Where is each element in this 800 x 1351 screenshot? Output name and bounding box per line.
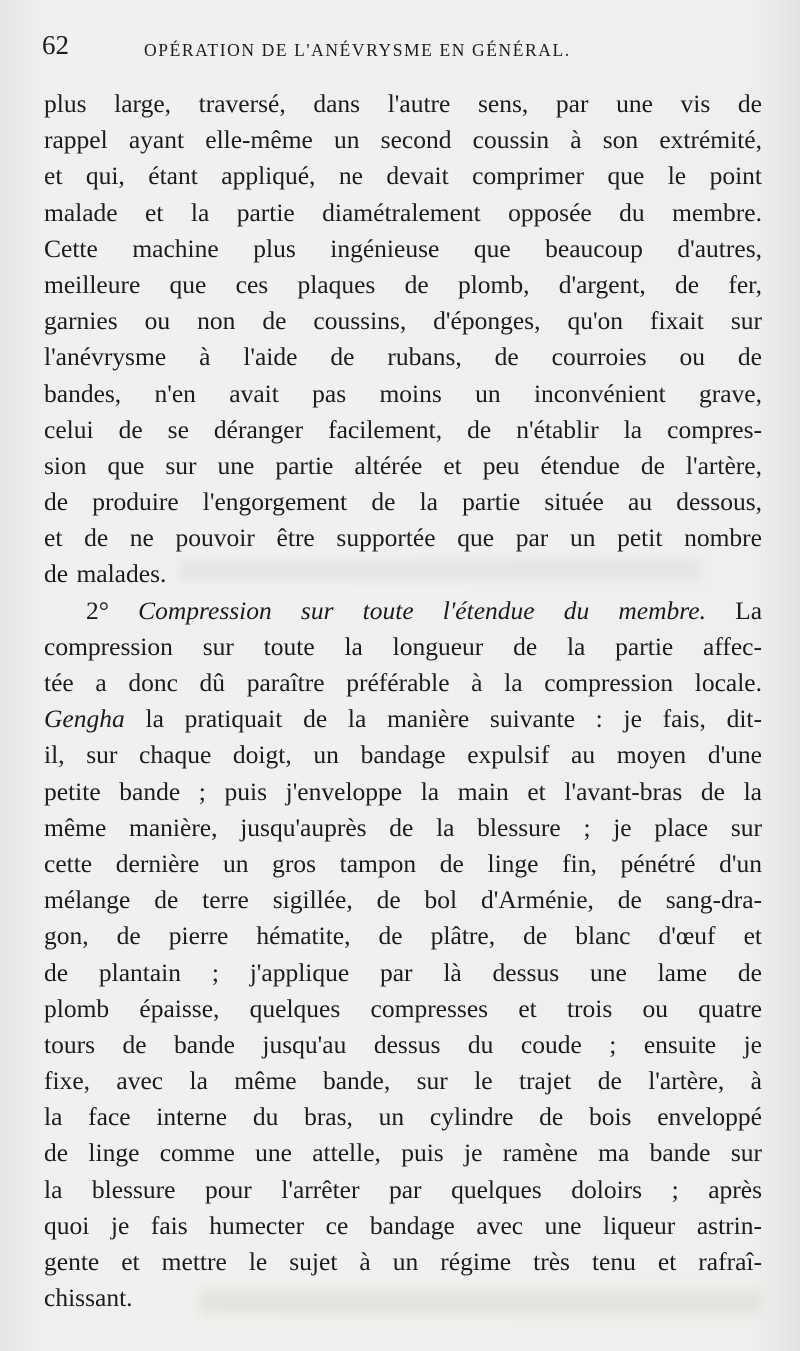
page-header: [42, 28, 760, 68]
author-name: Gengha: [44, 704, 125, 734]
text-line: la blessure pour l'arrêter par quelques doloirs ; après: [44, 1174, 762, 1204]
text-line: gente et mettre le sujet à un régime très tenu et rafraî-: [44, 1247, 762, 1276]
text-line: celui de se déranger facilement, de n'établir la compres-: [44, 414, 762, 444]
text-line: il, sur chaque doigt, un bandage expulsif au moyen d'une: [44, 740, 762, 770]
section-heading: Compression sur toute l'étendue du membre.: [138, 595, 706, 625]
text-line: de produire l'engorgement de la partie située au dessous,: [44, 487, 762, 517]
text-line: plomb épaisse, quelques compresses et trois ou quatre: [44, 993, 762, 1023]
text-line: l'anévrysme à l'aide de rubans, de courroies ou de: [44, 342, 762, 372]
page-number: 62: [42, 30, 69, 60]
text-line: rappel ayant elle-même un second coussin à son extrémité,: [44, 125, 762, 155]
text-line: de plantain ; j'applique par là dessus une lame de: [44, 957, 762, 987]
section-heading-tail: La: [735, 595, 763, 625]
text-line: bandes, n'en avait pas moins un inconvénient grave,: [44, 378, 762, 408]
text-line: fixe, avec la même bande, sur le trajet de l'artère, à: [44, 1066, 762, 1096]
text-line: chissant.: [44, 1283, 133, 1313]
text-line: meilleure que ces plaques de plomb, d'argent, de fer,: [44, 269, 762, 299]
text-line: mélange de terre sigillée, de bol d'Arménie, de sang-dra-: [44, 885, 762, 915]
text-line: tours de bande jusqu'au dessus du coude ; ensuite je: [44, 1029, 762, 1059]
text-line: gon, de pierre hématite, de plâtre, de blanc d'œuf et: [44, 921, 762, 951]
text-line: la face interne du bras, un cylindre de bois enveloppé: [44, 1102, 762, 1132]
gengha-line: [44, 701, 762, 737]
text-line: de malades.: [44, 559, 167, 589]
text-line: et de ne pouvoir être supportée que par un petit nombre: [44, 523, 762, 553]
text-line: garnies ou non de coussins, d'éponges, qu'on fixait sur: [44, 306, 762, 336]
body-text: [44, 86, 762, 1316]
text-line: cette dernière un gros tampon de linge fin, pénétré d'un: [44, 848, 762, 878]
text-line: plus large, traversé, dans l'autre sens, par une vis de: [44, 89, 762, 118]
text-line: même manière, jusqu'auprès de la blessure ; je place sur: [44, 812, 762, 842]
text-line: malade et la partie diamétralement opposée du membre.: [44, 197, 762, 227]
text-line: quoi je fais humecter ce bandage avec une liqueur astrin-: [44, 1210, 762, 1240]
gengha-line-tail: la pratiquait de la manière suivante : je fais, dit-: [145, 704, 762, 734]
text-line: de linge comme une attelle, puis je ramène ma bande sur: [44, 1138, 762, 1168]
text-line: petite bande ; puis j'enveloppe la main et l'avant-bras de la: [44, 776, 762, 806]
text-line: compression sur toute la longueur de la partie affec-: [44, 631, 762, 661]
running-title: OPÉRATION DE L'ANÉVRYSME EN GÉNÉRAL.: [144, 40, 571, 60]
section-number: 2°: [86, 595, 109, 625]
section-heading-line: [44, 593, 762, 629]
text-line: et qui, étant appliqué, ne devait comprimer que le point: [44, 161, 762, 191]
text-line: sion que sur une partie altérée et peu étendue de l'artère,: [44, 450, 762, 480]
text-line: tée a donc dû paraître préférable à la compression locale.: [44, 668, 762, 697]
text-line: Cette machine plus ingénieuse que beaucoup d'autres,: [44, 233, 762, 263]
